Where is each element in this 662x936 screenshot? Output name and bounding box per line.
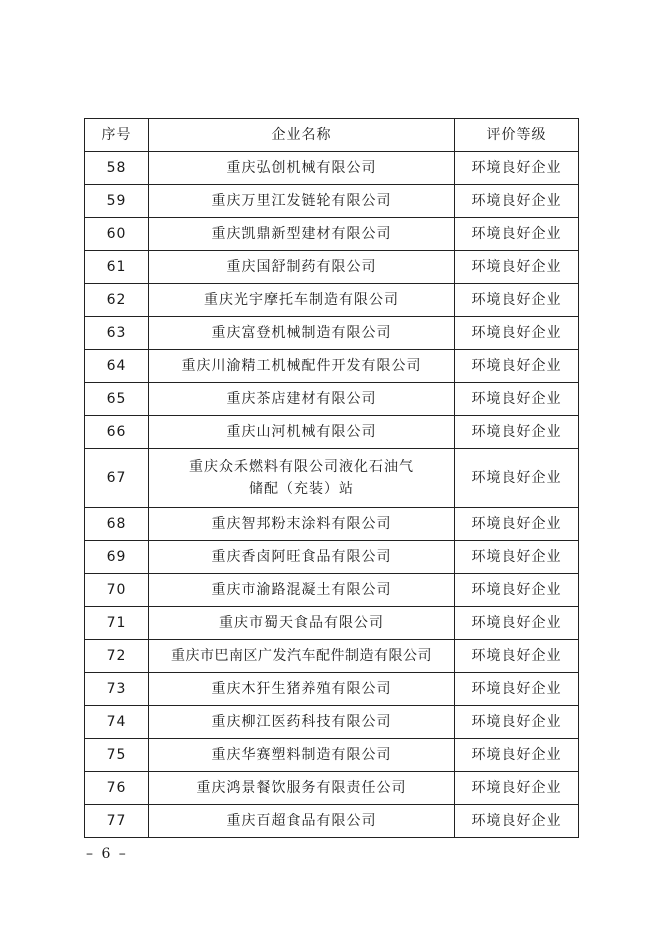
- serial-number-cell: 65: [85, 383, 149, 416]
- serial-number-cell: 63: [85, 317, 149, 350]
- enterprise-name-line: 储配（充装）站: [249, 481, 354, 497]
- enterprise-name-line: 重庆众禾燃料有限公司液化石油气: [189, 459, 414, 475]
- serial-number-cell: 60: [85, 218, 149, 251]
- rating-grade-cell: 环境良好企业: [455, 317, 579, 350]
- header-serial-number: 序号: [85, 119, 149, 152]
- rating-grade-cell: 环境良好企业: [455, 350, 579, 383]
- table-row: [85, 416, 579, 449]
- serial-number-cell: 59: [85, 185, 149, 218]
- rating-grade-cell: 环境良好企业: [455, 185, 579, 218]
- enterprise-name-cell: 重庆木犴生猪养殖有限公司: [149, 673, 455, 706]
- table-row: [85, 317, 579, 350]
- enterprise-name-cell: 重庆市巴南区广发汽车配件制造有限公司: [149, 640, 455, 673]
- serial-number-cell: 70: [85, 574, 149, 607]
- rating-grade-cell: 环境良好企业: [455, 772, 579, 805]
- table-row: [85, 805, 579, 838]
- table-row: [85, 574, 579, 607]
- table-row: [85, 185, 579, 218]
- rating-grade-cell: 环境良好企业: [455, 706, 579, 739]
- enterprise-name-cell: 重庆茶店建材有限公司: [149, 383, 455, 416]
- serial-number-cell: 69: [85, 541, 149, 574]
- enterprise-name-cell: 重庆百超食品有限公司: [149, 805, 455, 838]
- enterprise-name-cell: 重庆鸿景餐饮服务有限责任公司: [149, 772, 455, 805]
- serial-number-cell: 67: [85, 449, 149, 508]
- table-row: [85, 449, 579, 508]
- enterprise-name-cell: 重庆市蜀天食品有限公司: [149, 607, 455, 640]
- enterprise-name-cell: 重庆市渝路混凝土有限公司: [149, 574, 455, 607]
- serial-number-cell: 75: [85, 739, 149, 772]
- table-row: [85, 706, 579, 739]
- rating-grade-cell: 环境良好企业: [455, 416, 579, 449]
- table-row: [85, 350, 579, 383]
- rating-grade-cell: 环境良好企业: [455, 673, 579, 706]
- table-row: [85, 383, 579, 416]
- enterprise-name-cell: 重庆山河机械有限公司: [149, 416, 455, 449]
- serial-number-cell: 58: [85, 152, 149, 185]
- enterprise-name-cell: 重庆弘创机械有限公司: [149, 152, 455, 185]
- rating-grade-cell: 环境良好企业: [455, 739, 579, 772]
- rating-grade-cell: 环境良好企业: [455, 218, 579, 251]
- table-row: [85, 640, 579, 673]
- rating-grade-cell: 环境良好企业: [455, 508, 579, 541]
- serial-number-cell: 62: [85, 284, 149, 317]
- enterprise-name-cell: 重庆柳江医药科技有限公司: [149, 706, 455, 739]
- serial-number-cell: 64: [85, 350, 149, 383]
- table-row: [85, 251, 579, 284]
- enterprise-name-cell: 重庆香卤阿旺食品有限公司: [149, 541, 455, 574]
- header-rating-grade: 评价等级: [455, 119, 579, 152]
- enterprise-name-cell: 重庆凯鼎新型建材有限公司: [149, 218, 455, 251]
- serial-number-cell: 76: [85, 772, 149, 805]
- rating-grade-cell: 环境良好企业: [455, 805, 579, 838]
- serial-number-cell: 72: [85, 640, 149, 673]
- table-header-row: [85, 119, 579, 152]
- rating-grade-cell: 环境良好企业: [455, 284, 579, 317]
- rating-grade-cell: 环境良好企业: [455, 251, 579, 284]
- table-row: [85, 284, 579, 317]
- serial-number-cell: 73: [85, 673, 149, 706]
- rating-grade-cell: 环境良好企业: [455, 449, 579, 508]
- enterprise-name-cell: 重庆智邦粉末涂料有限公司: [149, 508, 455, 541]
- enterprise-name-cell: 重庆万里江发链轮有限公司: [149, 185, 455, 218]
- rating-grade-cell: 环境良好企业: [455, 541, 579, 574]
- serial-number-cell: 68: [85, 508, 149, 541]
- serial-number-cell: 77: [85, 805, 149, 838]
- rating-grade-cell: 环境良好企业: [455, 383, 579, 416]
- page-number: – 6 –: [86, 846, 128, 862]
- table-row: [85, 218, 579, 251]
- table-row: [85, 152, 579, 185]
- table-row: [85, 673, 579, 706]
- rating-grade-cell: 环境良好企业: [455, 607, 579, 640]
- enterprise-name-cell: 重庆华赛塑料制造有限公司: [149, 739, 455, 772]
- table-row: [85, 508, 579, 541]
- rating-grade-cell: 环境良好企业: [455, 152, 579, 185]
- enterprise-name-cell: [149, 449, 455, 508]
- serial-number-cell: 74: [85, 706, 149, 739]
- table-row: [85, 772, 579, 805]
- rating-grade-cell: 环境良好企业: [455, 574, 579, 607]
- enterprise-name-cell: 重庆富登机械制造有限公司: [149, 317, 455, 350]
- serial-number-cell: 71: [85, 607, 149, 640]
- serial-number-cell: 66: [85, 416, 149, 449]
- enterprise-name-cell: 重庆川渝精工机械配件开发有限公司: [149, 350, 455, 383]
- table-row: [85, 607, 579, 640]
- header-enterprise-name: 企业名称: [149, 119, 455, 152]
- table-row: [85, 541, 579, 574]
- rating-grade-cell: 环境良好企业: [455, 640, 579, 673]
- table-row: [85, 739, 579, 772]
- enterprise-name-cell: 重庆国舒制药有限公司: [149, 251, 455, 284]
- enterprise-grade-table: [84, 118, 579, 838]
- enterprise-name-cell: 重庆光宇摩托车制造有限公司: [149, 284, 455, 317]
- serial-number-cell: 61: [85, 251, 149, 284]
